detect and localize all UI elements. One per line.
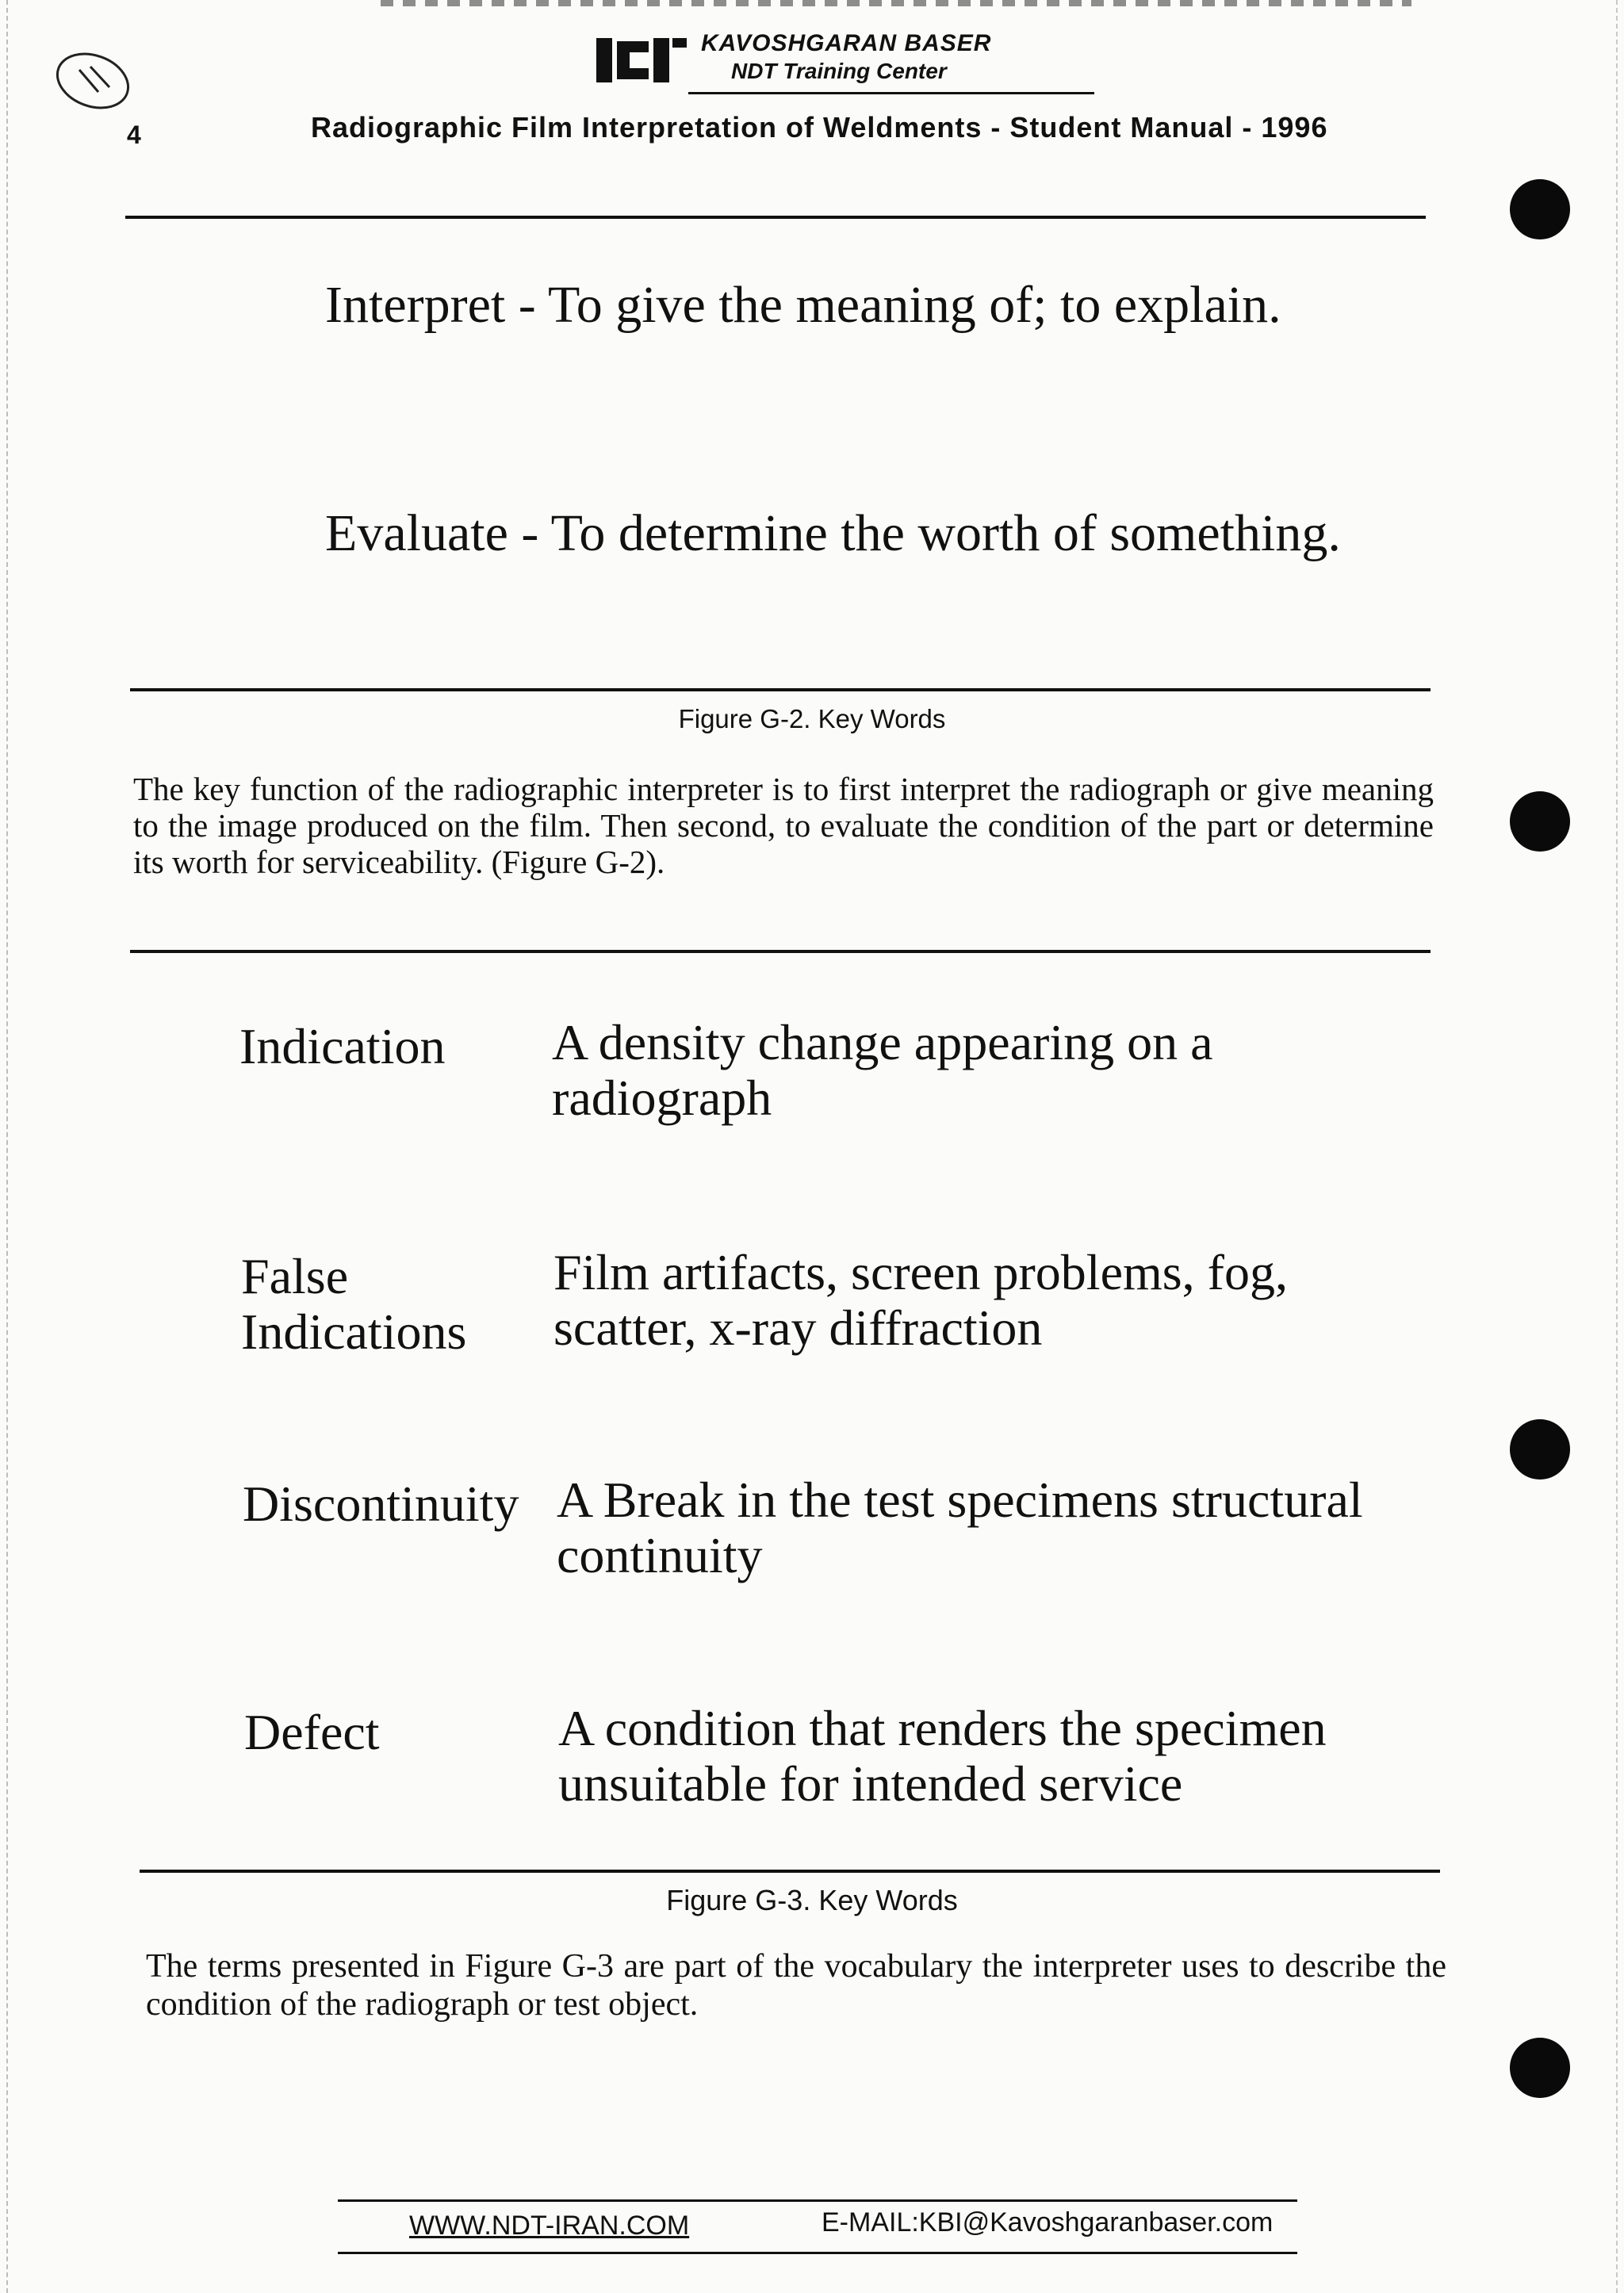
term-definition: Film artifacts, screen problems, fog, scatter, x-ray diffraction <box>553 1244 1288 1356</box>
term-label: Defect <box>244 1704 380 1760</box>
figure-g3-rule <box>140 1870 1440 1873</box>
footer-rule-top <box>338 2199 1297 2202</box>
binder-hole <box>1510 791 1570 852</box>
paragraph-terms: The terms presented in Figure G-3 are part of the vocabulary the interpreter uses to describe the condition of the radiograph or test object. <box>146 1948 1446 2023</box>
evaluate-definition: Evaluate - To determine the worth of something. <box>325 504 1341 562</box>
org-subtitle: NDT Training Center <box>731 59 947 83</box>
footer-url-link[interactable]: WWW.NDT-IRAN.COM <box>409 2211 690 2241</box>
scan-top-band <box>381 0 1411 6</box>
term-definition: A density change appearing on a radiograph <box>552 1014 1213 1126</box>
term-label: Indication <box>239 1018 446 1074</box>
interpret-definition: Interpret - To give the meaning of; to explain. <box>325 276 1281 334</box>
figure-g3-top-rule <box>130 950 1431 953</box>
org-name: KAVOSHGARAN BASER <box>701 30 992 56</box>
running-title: Radiographic Film Interpretation of Weldments - Student Manual - 1996 <box>311 111 1328 144</box>
binder-hole <box>1510 179 1570 239</box>
footer-email[interactable]: E-MAIL:KBI@Kavoshgaranbaser.com <box>822 2207 1274 2237</box>
paragraph-key-function: The key function of the radiographic interpreter is to first interpret the radiograph or give meaning to the image produced on the film. Then second, to evaluate the condition of the part or determine its worth for serviceability. (Figure G-2). <box>133 771 1434 880</box>
handwritten-mark-icon <box>49 46 136 117</box>
logo-underline <box>688 92 1094 94</box>
scan-left-edge <box>6 0 10 2293</box>
term-label: False Indications <box>241 1248 467 1360</box>
binder-hole <box>1510 2038 1570 2098</box>
figure-g3-caption: Figure G-3. Key Words <box>666 1884 958 1916</box>
figure-g2-rule <box>130 688 1431 691</box>
term-definition: A condition that renders the specimen unsuitable for intended service <box>558 1700 1327 1812</box>
term-label: Discontinuity <box>243 1476 519 1532</box>
page-number: 4 <box>127 121 141 149</box>
binder-hole <box>1510 1419 1570 1480</box>
scan-right-edge <box>1616 0 1619 2293</box>
kbi-logo-icon <box>596 35 687 86</box>
footer-rule-bottom <box>338 2252 1297 2254</box>
figure-g2-caption: Figure G-2. Key Words <box>678 704 946 733</box>
term-definition: A Break in the test specimens structural continuity <box>557 1472 1363 1583</box>
header-rule <box>125 216 1426 219</box>
